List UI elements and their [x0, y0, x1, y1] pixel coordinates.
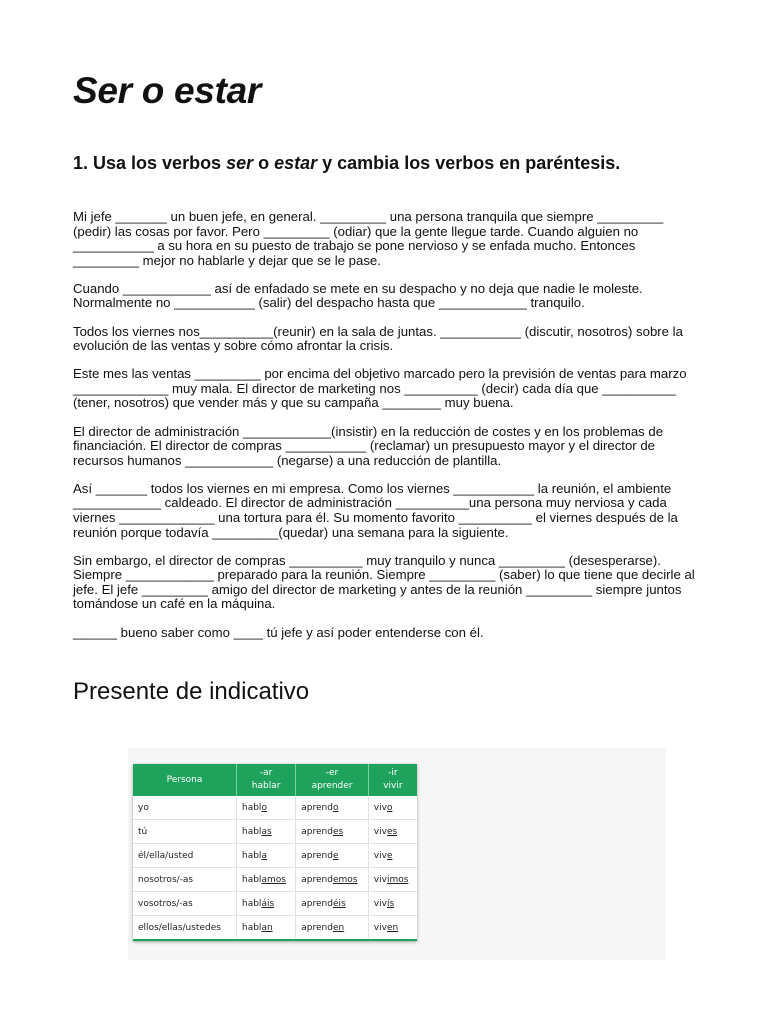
- conjugation-cell: vives: [368, 820, 417, 844]
- exercise-paragraph: Cuando ____________ así de enfadado se mete en su despacho y no deja que nadie le moleste. Normalmente no ___________ (salir) del despacho hasta que ____________ tranquilo.: [73, 280, 643, 311]
- conjugation-cell: vivís: [368, 892, 417, 916]
- conjugation-cell: aprende: [296, 844, 369, 868]
- verb-ending: a: [261, 850, 267, 861]
- exercise-paragraph: Este mes las ventas _________ por encima del objetivo marcado pero la previsión de ventas para marzo _____________ muy mala. El director de marketing nos __________ (decir) cada día que __________ (tener, nosotros) que vender más y que su campaña ________ muy buena.: [73, 366, 687, 411]
- conjugation-cell: hablas: [237, 820, 296, 844]
- persona-cell: yo: [133, 796, 237, 820]
- verb-ending: o: [261, 802, 267, 813]
- conjugation-cell: vivimos: [368, 868, 417, 892]
- header-conjugation: -ir vivir: [368, 764, 417, 796]
- conjugation-cell: hablan: [237, 916, 296, 941]
- verb-ending: emos: [332, 874, 358, 885]
- verb-ending: o: [386, 802, 393, 813]
- verb-ending: an: [261, 922, 273, 933]
- persona-cell: vosotros/-as: [133, 892, 237, 916]
- verb-ending: amos: [261, 874, 286, 885]
- verb-ending: e: [332, 850, 339, 861]
- verb-ending: o: [332, 802, 339, 813]
- table-row: [133, 916, 417, 941]
- section-heading: Presente de indicativo: [73, 678, 310, 705]
- heading-text: 1. Usa los verbos: [73, 153, 227, 173]
- table-row: [133, 796, 417, 820]
- verb-ending: as: [261, 826, 272, 837]
- persona-cell: tú: [133, 820, 237, 844]
- exercise-paragraph: Mi jefe _______ un buen jefe, en general. _________ una persona tranquila que siempre _________ (pedir) las cosas por favor. Pero _________ (odiar) que la gente llegue tarde. Cuando alguien no ___________ a su hora en su puesto de trabajo se pone nervioso y se enfada mucho. Entonces _________ mejor no hablarle y dejar que se le pase.: [73, 209, 664, 268]
- exercise-paragraph: Así _______ todos los viernes en mi empresa. Como los viernes ___________ la reunión, el ambiente ____________ caldeado. El director de administración __________una persona muy nerviosa y cada viernes _____________ una tortura para él. Su momento favorito __________ el viernes después de la reunión porque todavía _________(quedar) una semana para la siguiente.: [73, 480, 678, 540]
- conjugation-cell: hablamos: [237, 868, 296, 892]
- header-persona: Persona: [133, 764, 237, 796]
- conjugation-cell: aprenden: [296, 916, 369, 941]
- exercise-text: [73, 210, 701, 654]
- heading-verb: ser: [226, 153, 254, 173]
- verb-ending: en: [332, 922, 345, 933]
- conjugation-table: [133, 764, 417, 941]
- persona-cell: él/ella/usted: [133, 844, 237, 868]
- header-conjugation: -er aprender: [296, 764, 369, 796]
- table-row: [133, 892, 417, 916]
- heading-text: o: [253, 153, 275, 173]
- verb-ending: éis: [332, 898, 346, 909]
- conjugation-cell: aprendéis: [296, 892, 369, 916]
- conjugation-cell: aprendes: [296, 820, 369, 844]
- table-row: [133, 844, 417, 868]
- table-header-row: [133, 764, 417, 796]
- table-body: [133, 796, 417, 940]
- heading-verb: estar: [274, 153, 318, 173]
- page-title: Ser o estar: [73, 70, 261, 111]
- persona-cell: ellos/ellas/ustedes: [133, 916, 237, 941]
- conjugation-cell: hablo: [237, 796, 296, 820]
- conjugation-cell: viven: [368, 916, 417, 941]
- exercise-paragraph: El director de administración ____________(insistir) en la reducción de costes y en los problemas de financiación. El director de compras ___________ (reclamar) un presupuesto mayor y el director de recursos humanos ____________ (negarse) a una reducción de plantilla.: [73, 423, 664, 468]
- conjugation-cell: habla: [237, 844, 296, 868]
- header-conjugation: -ar hablar: [237, 764, 296, 796]
- verb-ending: es: [332, 826, 344, 837]
- exercise-paragraph: Todos los viernes nos__________(reunir) en la sala de juntas. ___________ (discutir, nosotros) sobre la evolución de las ventas y sobre cómo afrontar la crisis.: [73, 323, 683, 354]
- verb-ending: áis: [261, 898, 275, 909]
- exercise-paragraph: ______ bueno saber como ____ tú jefe y así poder entenderse con él.: [73, 624, 484, 640]
- table-row: [133, 820, 417, 844]
- verb-ending: e: [386, 850, 393, 861]
- conjugation-cell: habláis: [237, 892, 296, 916]
- conjugation-cell: aprendemos: [296, 868, 369, 892]
- verb-ending: en: [386, 922, 399, 933]
- verb-ending: ís: [386, 898, 395, 909]
- conjugation-cell: vive: [368, 844, 417, 868]
- conjugation-cell: vivo: [368, 796, 417, 820]
- conjugation-cell: aprendo: [296, 796, 369, 820]
- verb-ending: imos: [386, 874, 409, 885]
- table-row: [133, 868, 417, 892]
- exercise-paragraph: Sin embargo, el director de compras __________ muy tranquilo y nunca _________ (desesperarse). Siempre ____________ preparado para la reunión. Siempre _________ (saber) lo que tiene que decirle al jefe. El jefe _________ amigo del director de marketing y antes de la reunión _________ siempre juntos tomándose un café en la máquina.: [73, 552, 695, 612]
- heading-text: y cambia los verbos en paréntesis.: [317, 153, 621, 173]
- exercise-heading: [73, 151, 673, 175]
- verb-ending: es: [386, 826, 398, 837]
- persona-cell: nosotros/-as: [133, 868, 237, 892]
